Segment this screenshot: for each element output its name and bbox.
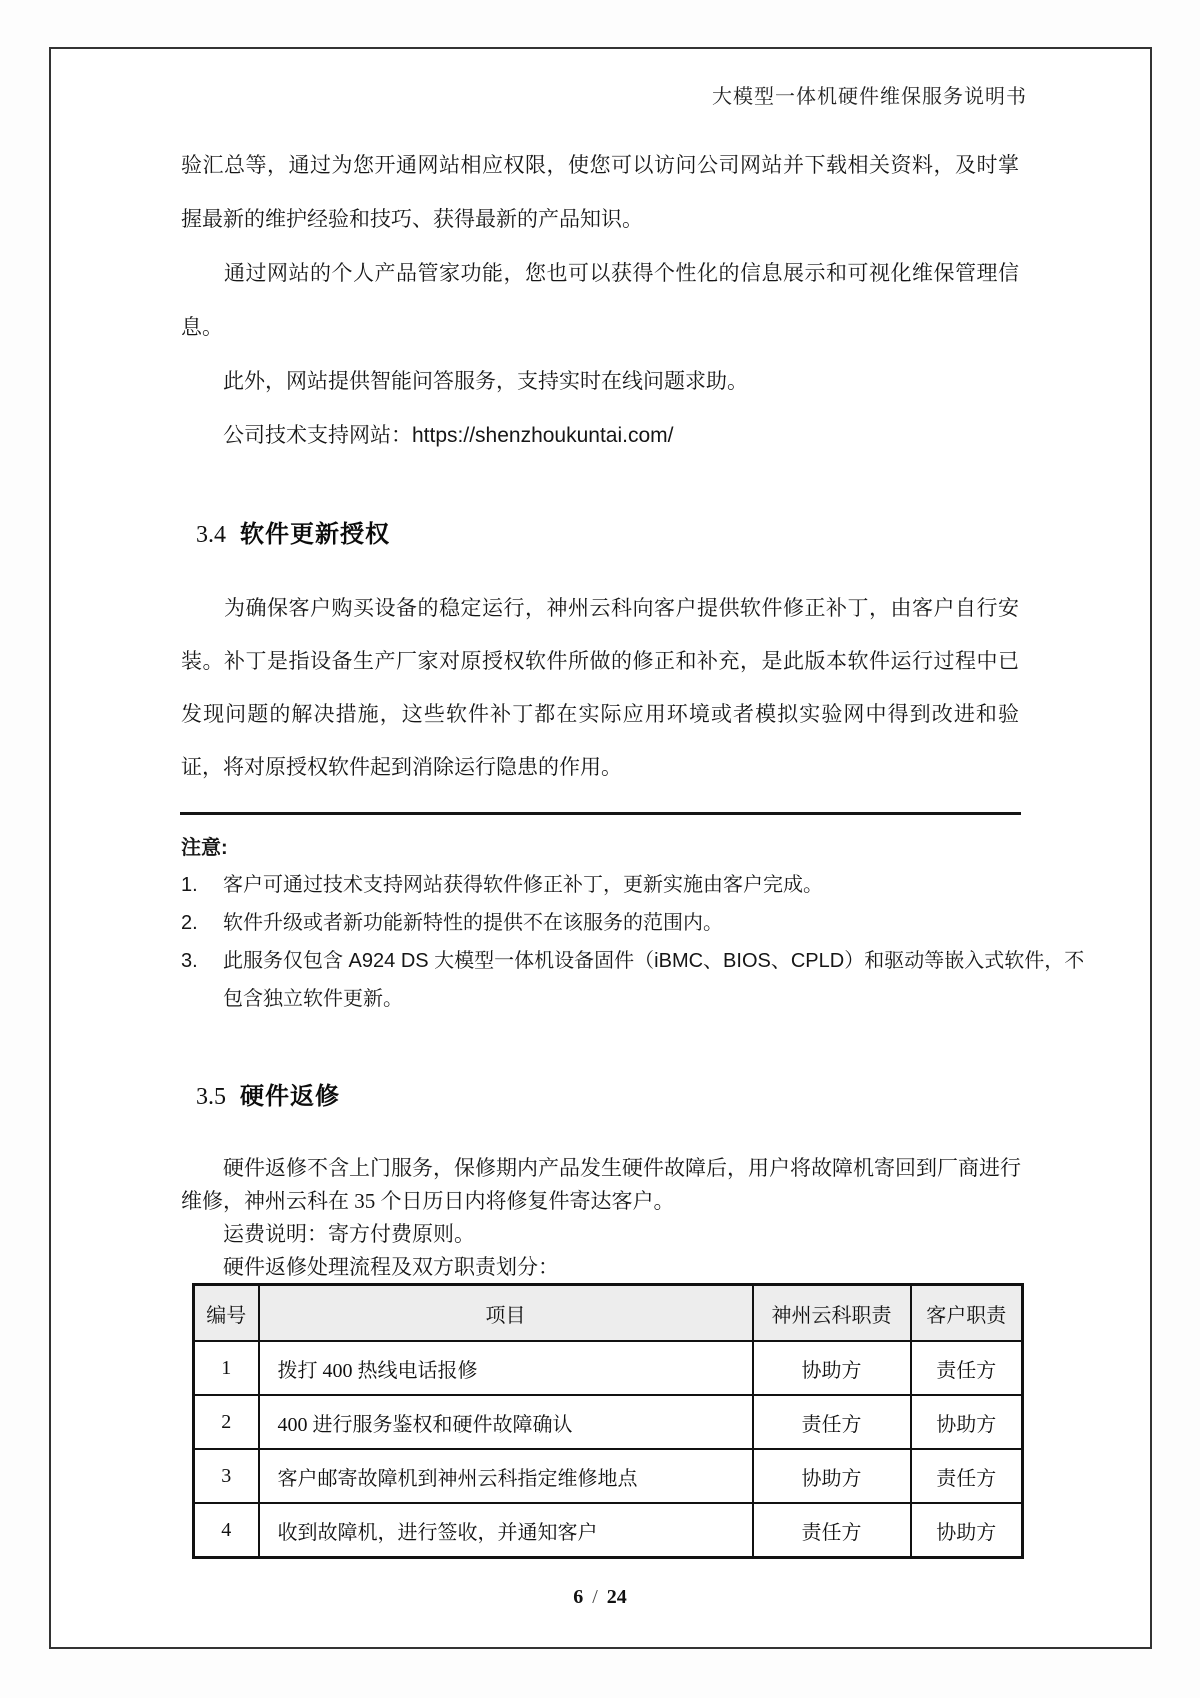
table-cell: 协助方 [911,1395,1023,1449]
section-number: 3.5 [196,1084,226,1110]
text-line: 此服务仅包含 A924 DS 大模型一体机设备固件（iBMC、BIOS、CPLD）和驱动等嵌入式软件，不 [223,950,1085,972]
page-footer [0,1586,1200,1609]
table-head [194,1285,1023,1342]
section-3-5-body [181,1152,1021,1284]
table-header-cell: 编号 [194,1285,259,1342]
text-line: 装。补丁是指设备生产厂家对原授权软件所做的修正和补充，是此版本软件运行过程中已 [181,650,1019,673]
note-item-number: 3. [181,950,198,972]
table-cell: 协助方 [753,1341,911,1395]
text-line: 包含独立软件更新。 [223,988,403,1010]
table-cell: 客户邮寄故障机到神州云科指定维修地点 [259,1449,753,1503]
footer-separator: / [592,1586,598,1608]
note-item [181,942,1085,1018]
table-cell: 责任方 [753,1395,911,1449]
table-header-cell: 项目 [259,1285,753,1342]
table-cell: 2 [194,1395,259,1449]
table-row [194,1341,1023,1395]
text-line: 此外，网站提供智能问答服务，支持实时在线问题求助。 [181,370,748,393]
note-item [181,904,1021,942]
text-line: 验汇总等，通过为您开通网站相应权限，使您可以访问公司网站并下载相关资料，及时掌 [181,154,1019,177]
table-row [194,1395,1023,1449]
text-line: 硬件返修处理流程及双方职责划分： [181,1255,559,1279]
text-line: 维修，神州云科在 35 个日历日内将修复件寄达客户。 [181,1189,675,1213]
table-header-cell: 客户职责 [911,1285,1023,1342]
table-cell: 责任方 [911,1341,1023,1395]
responsibility-table [192,1283,1024,1559]
text-line: 息。 [181,316,223,339]
note-item [181,866,1021,904]
table-cell: 协助方 [911,1503,1023,1558]
section-3-4-heading [196,514,390,549]
text-line: 公司技术支持网站：https://shenzhoukuntai.com/ [181,424,674,447]
section-3-5-heading [196,1076,340,1111]
intro-paragraphs [181,139,1019,463]
text-line: 软件升级或者新功能新特性的提供不在该服务的范围内。 [223,912,723,934]
table-cell: 1 [194,1341,259,1395]
note-item-text [223,942,1085,1018]
section-number: 3.4 [196,522,226,548]
text-line: 为确保客户购买设备的稳定运行，神州云科向客户提供软件修正补丁，由客户自行安 [181,597,1019,620]
section-title: 硬件返修 [240,1083,340,1110]
table-header-cell: 神州云科职责 [753,1285,911,1342]
table-cell: 协助方 [753,1449,911,1503]
table-body [194,1341,1023,1558]
text-line: 运费说明：寄方付费原则。 [181,1222,475,1246]
text-line: 证，将对原授权软件起到消除运行隐患的作用。 [181,756,622,779]
table-cell: 4 [194,1503,259,1558]
table-cell: 400 进行服务鉴权和硬件故障确认 [259,1395,753,1449]
note-list [181,866,1085,1018]
table-row [194,1503,1023,1558]
table-row [194,1449,1023,1503]
text-line: 通过网站的个人产品管家功能，您也可以获得个性化的信息展示和可视化维保管理信 [181,262,1019,285]
note-item-number: 1. [181,874,198,896]
document-header-title: 大模型一体机硬件维保服务说明书 [712,86,1027,108]
table-cell: 责任方 [911,1449,1023,1503]
table-cell: 3 [194,1449,259,1503]
table-header-row [194,1285,1023,1342]
footer-page-number: 6 [573,1586,584,1608]
text-line: 硬件返修不含上门服务，保修期内产品发生硬件故障后，用户将故障机寄回到厂商进行 [181,1156,1021,1180]
note-item-text [223,866,1021,904]
note-divider-rule [180,812,1021,815]
table-cell: 拨打 400 热线电话报修 [259,1341,753,1395]
note-item-text [223,904,1021,942]
table-cell: 责任方 [753,1503,911,1558]
section-3-4-body [181,582,1019,794]
section-title: 软件更新授权 [240,521,390,548]
text-line: 发现问题的解决措施，这些软件补丁都在实际应用环境或者模拟实验网中得到改进和验 [181,703,1019,726]
text-line: 客户可通过技术支持网站获得软件修正补丁，更新实施由客户完成。 [223,874,823,896]
note-item-number: 2. [181,912,198,934]
text-line: 握最新的维护经验和技巧、获得最新的产品知识。 [181,208,643,231]
footer-total-pages: 24 [606,1586,627,1608]
table-cell: 收到故障机，进行签收，并通知客户 [259,1503,753,1558]
note-label: 注意: [181,837,228,859]
